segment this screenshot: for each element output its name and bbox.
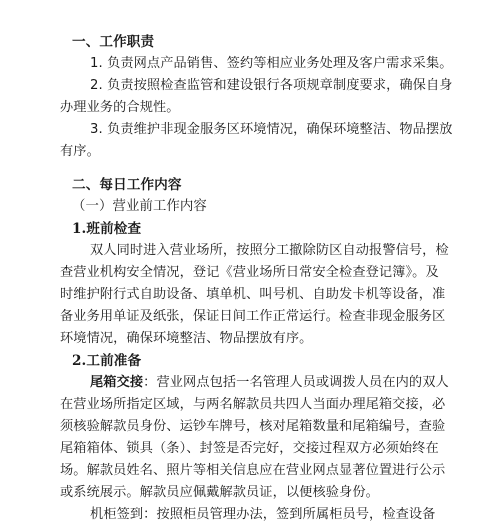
tail-box-handover-line-6: 或系统展示。解款员应佩戴解款员证，以便核验身份。 <box>60 485 379 500</box>
duty-item-2-line-1: 2. 负责按照检查监管和建设银行各项规章制度要求，确保自身 <box>90 78 453 93</box>
section-heading-duties: 一、工作职责 <box>72 34 155 50</box>
duty-item-3-line-2: 有序。 <box>60 144 100 159</box>
tail-box-handover-line-1 <box>90 374 449 392</box>
part-title-work-preparation: 2.工前准备 <box>72 353 142 369</box>
tail-box-handover-line-1-rest: ：营业网点包括一名管理人员或调拨人员在内的双人 <box>143 375 449 390</box>
pre-shift-check-line-4: 备业务用单证及纸张，保证日间工作正常运行。检查非现金服务区 <box>60 309 446 324</box>
tail-box-handover-lead: 尾箱交接 <box>90 375 144 390</box>
tail-box-handover-line-4: 尾箱箱体、锁具（条）、封签是否完好，交接过程双方必须始终在 <box>60 441 439 456</box>
pre-shift-check-line-2: 查营业机构安全情况，登记《营业场所日常安全检查登记簿》。及 <box>60 265 439 280</box>
part-title-pre-shift-check: 1.班前检查 <box>72 221 142 237</box>
cut-off-line: 机柜签到：按照柜员管理办法，签到所属柜员号，检查设备 <box>90 507 436 522</box>
tail-box-handover-line-2: 在营业场所指定区域，与两名解款员共四人当面办理尾箱交接，必 <box>60 397 446 412</box>
pre-shift-check-line-1: 双人同时进入营业场所，按照分工撤除防区自动报警信号，检 <box>90 243 449 258</box>
subheading-pre-business: （一）营业前工作内容 <box>72 199 207 214</box>
duty-item-1-line-1: 1. 负责网点产品销售、签约等相应业务处理及客户需求采集。 <box>90 56 453 71</box>
duty-item-2-line-2: 办理业务的合规性。 <box>60 100 180 115</box>
pre-shift-check-line-5: 环境情况，确保环境整洁、物品摆放有序。 <box>60 331 313 346</box>
pre-shift-check-line-3: 时维护附行式自助设备、填单机、叫号机、自助发卡机等设备，准 <box>60 287 446 302</box>
tail-box-handover-line-3: 须核验解款员身份、运钞车牌号，核对尾箱数量和尾箱编号，查验 <box>60 419 446 434</box>
section-heading-daily-work: 二、每日工作内容 <box>72 177 182 193</box>
tail-box-handover-line-5: 场。解款员姓名、照片等相关信息应在营业网点显著位置进行公示 <box>60 463 446 478</box>
duty-item-3-line-1: 3. 负责维护非现金服务区环境情况，确保环境整洁、物品摆放 <box>90 122 453 137</box>
